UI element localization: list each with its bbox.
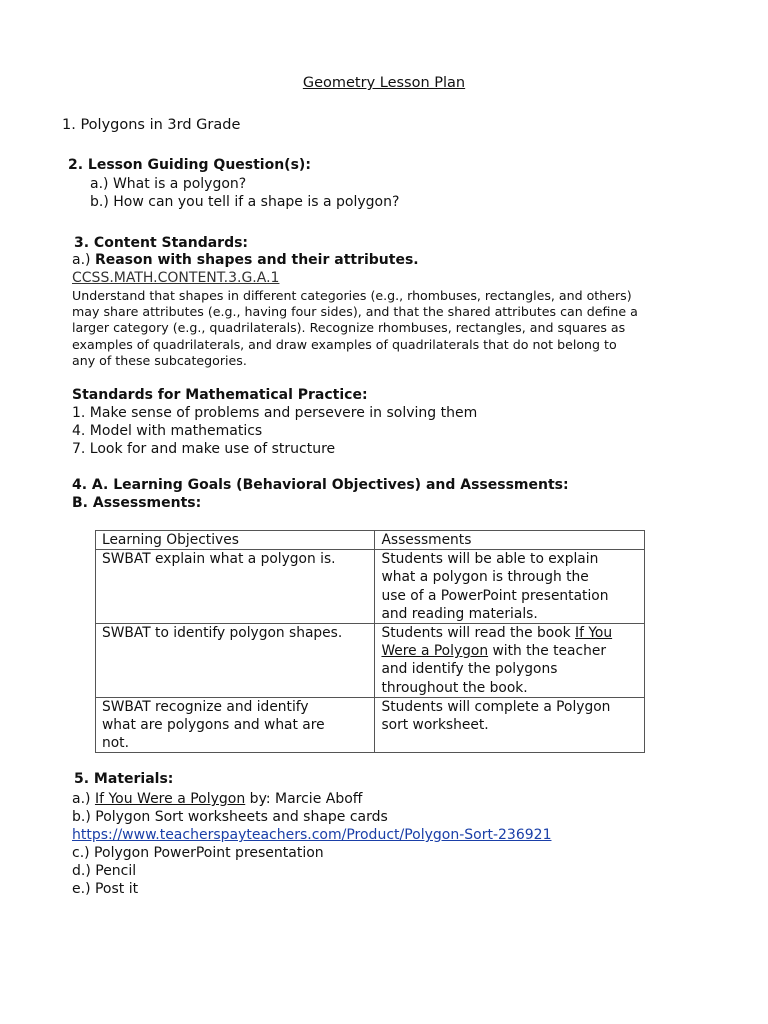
section-4b-heading: B. Assessments:	[72, 495, 202, 511]
material-a-prefix: a.)	[72, 791, 95, 807]
standard-code: CCSS.MATH.CONTENT.3.G.A.1	[72, 270, 280, 286]
objective-cell	[96, 550, 375, 624]
cell-line: what are polygons and what are	[102, 717, 325, 734]
assessment-cell	[375, 550, 645, 624]
section-1-text: Polygons in 3rd Grade	[80, 117, 241, 133]
guiding-question-a: a.) What is a polygon?	[90, 176, 247, 192]
material-b: b.) Polygon Sort worksheets and shape cards	[72, 809, 388, 825]
material-a	[72, 790, 362, 808]
practice-item: 7. Look for and make use of structure	[72, 441, 336, 457]
cell-line: SWBAT recognize and identify	[102, 698, 309, 715]
table-header-assessments: Assessments	[375, 531, 645, 550]
cell-line: and reading materials.	[381, 605, 538, 622]
standard-description-line: larger category (e.g., quadrilaterals). Recognize rhombuses, rectangles, and squares as	[72, 320, 626, 335]
standard-description-line: examples of quadrilaterals, and draw examples of quadrilaterals that do not belong to	[72, 337, 617, 352]
standard-description-line: Understand that shapes in different categories (e.g., rhombuses, rectangles, and others)	[72, 288, 632, 303]
table-row	[96, 550, 645, 624]
material-c: c.) Polygon PowerPoint presentation	[72, 845, 324, 861]
standard-description-line: any of these subcategories.	[72, 353, 247, 368]
material-a-author: by: Marcie Aboff	[245, 791, 363, 807]
standard-description-line: may share attributes (e.g., having four sides), and that the shared attributes can define a	[72, 304, 638, 319]
cell-text: Students will read the book	[381, 625, 576, 642]
book-title-part: Were a Polygon	[381, 643, 489, 660]
material-e: e.) Post it	[72, 881, 139, 897]
cell-line: throughout the book.	[381, 679, 528, 696]
practice-heading: Standards for Mathematical Practice:	[72, 387, 368, 403]
practice-item: 4. Model with mathematics	[72, 423, 263, 439]
section-2-heading: 2. Lesson Guiding Question(s):	[68, 157, 311, 173]
practice-item: 1. Make sense of problems and persevere in solving them	[72, 405, 478, 421]
objectives-table	[95, 530, 645, 753]
book-title-part: If You	[575, 625, 613, 642]
section-3-heading: 3. Content Standards:	[74, 235, 249, 251]
assessment-cell	[375, 624, 645, 698]
objective-cell	[96, 624, 375, 698]
cell-line: SWBAT to identify polygon shapes.	[102, 625, 343, 642]
standard-a-prefix: a.)	[72, 252, 91, 268]
table-header-row	[96, 531, 645, 550]
material-d: d.) Pencil	[72, 863, 137, 879]
standard-a	[72, 251, 419, 269]
cell-line: use of a PowerPoint presentation	[381, 587, 609, 604]
material-a-book: If You Were a Polygon	[94, 791, 246, 807]
section-1-number: 1.	[62, 117, 76, 133]
cell-text: with the teacher	[488, 643, 606, 660]
material-link[interactable]: https://www.teacherspayteachers.com/Product/Polygon-Sort-236921	[72, 827, 552, 843]
page-title: Geometry Lesson Plan	[302, 75, 466, 91]
objective-cell	[96, 697, 375, 753]
cell-line: and identify the polygons	[381, 661, 558, 678]
section-5-heading: 5. Materials:	[74, 771, 174, 787]
assessment-cell	[375, 697, 645, 753]
guiding-question-b: b.) How can you tell if a shape is a polygon?	[90, 194, 400, 210]
cell-line: Students will complete a Polygon	[381, 698, 611, 715]
cell-line: Students will be able to explain	[381, 551, 599, 568]
section-1-heading	[62, 116, 240, 134]
section-4-heading: 4. A. Learning Goals (Behavioral Objectives) and Assessments:	[72, 477, 569, 493]
cell-line: sort worksheet.	[381, 717, 489, 734]
cell-line	[381, 642, 638, 660]
cell-line: not.	[102, 735, 129, 752]
table-row	[96, 697, 645, 753]
table-header-objectives: Learning Objectives	[96, 531, 375, 550]
cell-line: SWBAT explain what a polygon is.	[102, 551, 336, 568]
cell-line: what a polygon is through the	[381, 569, 589, 586]
standard-a-title: Reason with shapes and their attributes.	[94, 252, 419, 268]
table-row	[96, 624, 645, 698]
cell-line	[381, 624, 638, 642]
